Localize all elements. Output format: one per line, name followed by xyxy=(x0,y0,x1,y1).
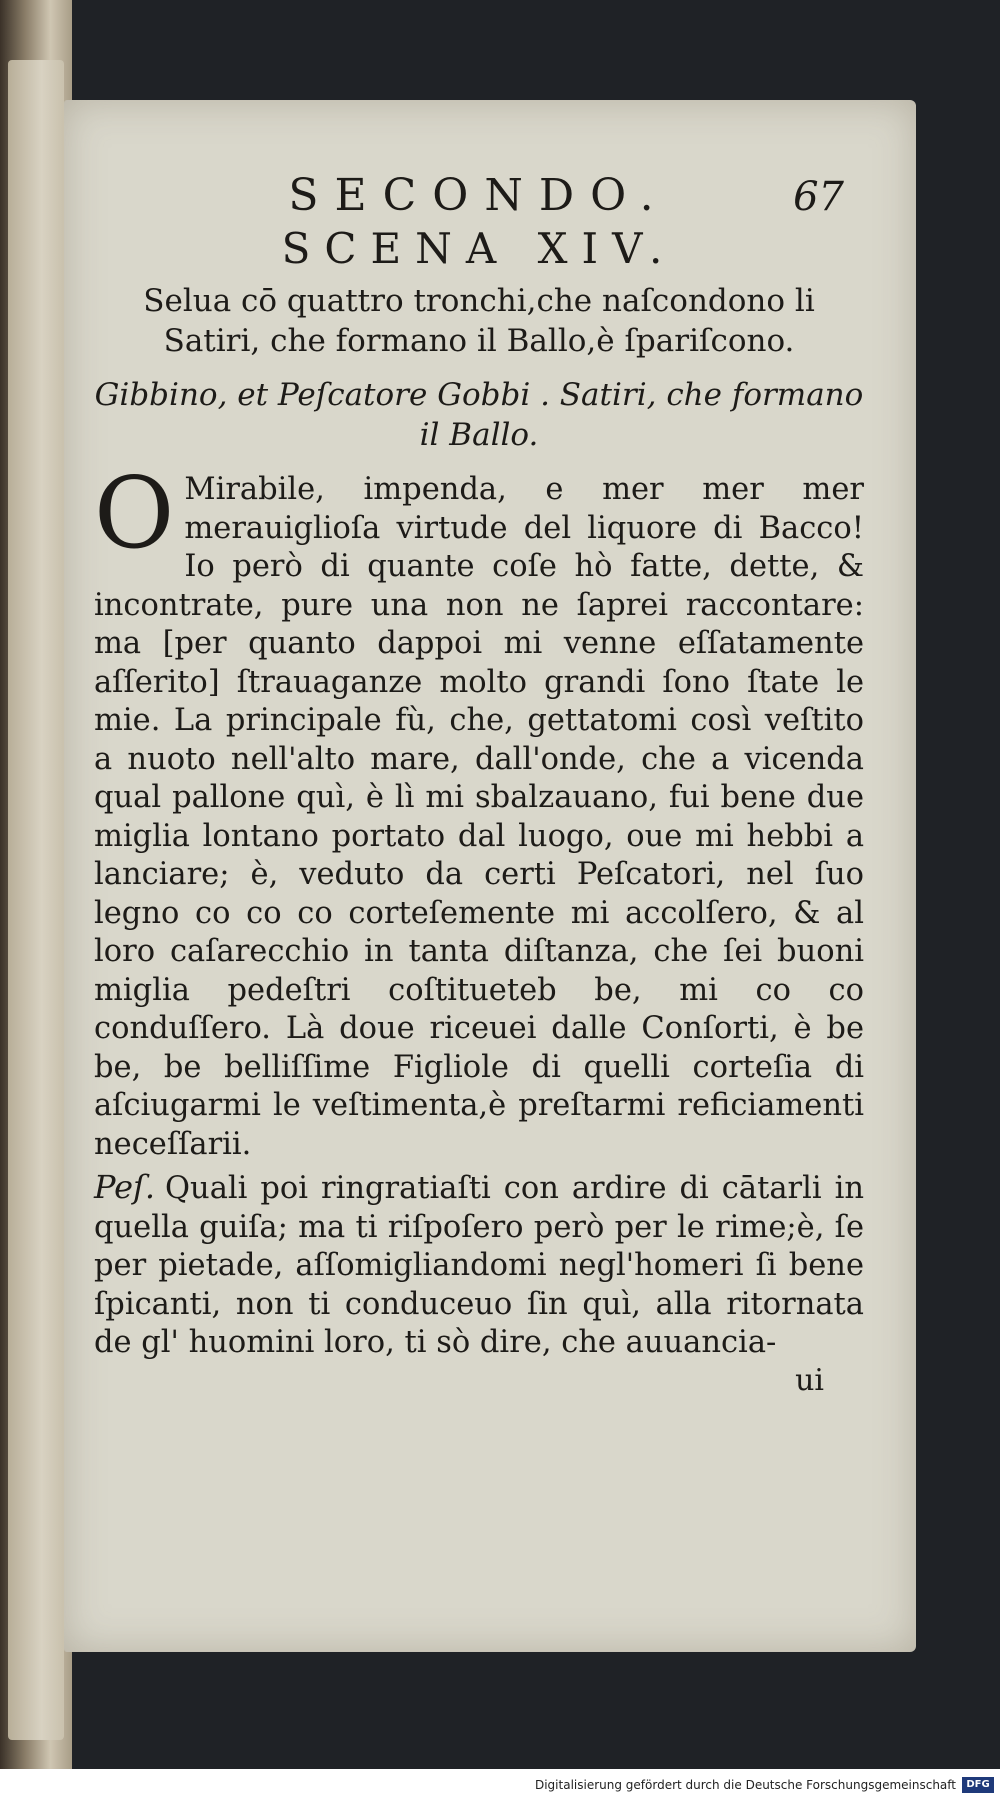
scene-title: SCENA XIV. xyxy=(281,224,677,273)
second-paragraph xyxy=(94,1168,864,1363)
footer-credit: Digitalisierung gefördert durch die Deutsche Forschungsgemeinschaft xyxy=(534,1778,956,1792)
page-number: 67 xyxy=(793,174,844,220)
running-head xyxy=(94,170,864,222)
catchword: ui xyxy=(795,1362,824,1398)
first-paragraph-text: Mirabile, impenda, e mer mer mer merauiglioſa virtude del liquore di Bacco! Io però di quante coſe hò fatte, dette, & incontrate, pure una non ne ſaprei raccontare: ma [per quanto dappoi mi venne eſſatamente aſſerito] ſtrauaganze molto grandi ſono ſtate le mie. La principale fù, che, gettatomi così veſtito a nuoto nell'alto mare, dall'onde, che a vicenda qual pallone quì, è lì mi sbalzauano, fui bene due miglia lontano portato dal luogo, oue mi hebbi a lanciare; è, veduto da certi Peſcatori, nel ſuo legno co co co corteſemente mi accolſero, & al loro caſarecchio in tanta diſtanza, che ſei buoni miglia pedeſtri coſtitueteb be, mi co co conduſſero. Là doue riceuei dalle Conſorti, è be be, be belliſſime Figliole di quelli corteſia di aſciugarmi le veſtimenta,è preſtarmi reficiamenti neceſſarii. xyxy=(94,472,864,1162)
scene-setting: Selua cō quattro tronchi,che naſcondono li Satiri, che formano il Ballo,è ſpariſcono. xyxy=(143,283,815,359)
footer-bar xyxy=(0,1769,1000,1803)
page-content xyxy=(94,170,864,1398)
book-page xyxy=(64,100,916,1652)
scene-persons: Gibbino, et Peſcatore Gobbi . Satiri, che formano il Ballo. xyxy=(94,377,864,453)
running-head-title: SECONDO. xyxy=(288,170,670,221)
drop-cap: O xyxy=(94,457,175,571)
speaker-label: Peſ. xyxy=(94,1168,156,1206)
previous-page-edge xyxy=(8,60,64,1740)
second-paragraph-text: Quali poi ringratiaſti con ardire di cātarli in quella guiſa; ma ti riſpoſero però per le rime;è, ſe per pietade, aſſomigliandomi negl'homeri ſi bene ſpicanti, non ti conduceuo ſin quì, alla ritornata de gl' huomini loro, ti sò dire, che auuancia- xyxy=(94,1171,864,1360)
first-paragraph xyxy=(94,457,864,1164)
dfg-logo-icon: DFG xyxy=(962,1777,994,1793)
